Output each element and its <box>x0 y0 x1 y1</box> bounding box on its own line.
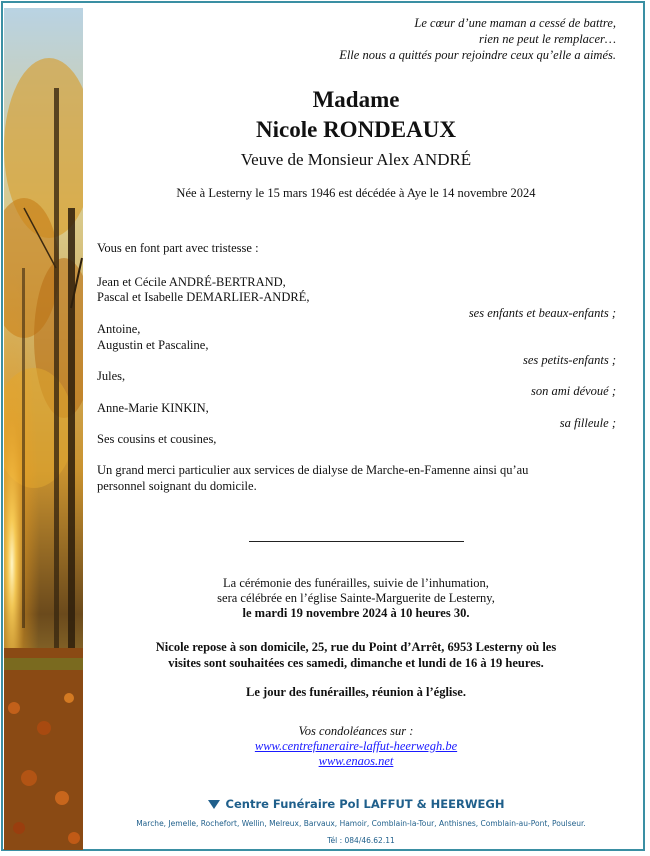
family-line: Jean et Cécile ANDRÉ-BERTRAND, <box>97 275 286 289</box>
funeral-home <box>96 797 616 811</box>
divider <box>249 541 464 542</box>
thanks-line: Un grand merci particulier aux services de dialyse de Marche-en-Famenne ainsi qu’au <box>97 463 529 477</box>
epitaph-line: rien ne peut le remplacer… <box>479 32 616 46</box>
epitaph-line: Le cœur d’une maman a cessé de battre, <box>414 16 616 30</box>
deceased-name: Nicole RONDEAUX <box>256 117 456 142</box>
family-line: Pascal et Isabelle DEMARLIER-ANDRÉ, <box>97 290 310 304</box>
repose-line: Nicole repose à son domicile, 25, rue du Point d’Arrêt, 6953 Lesterny où les <box>155 640 557 654</box>
family-line: Augustin et Pascaline, <box>97 338 209 352</box>
condolences-label: Vos condoléances sur : <box>298 724 414 738</box>
repose-line: visites sont souhaitées ces samedi, dimanche et lundi de 16 à 19 heures. <box>168 656 544 670</box>
funeral-home-cities: Marche, Jemelle, Rochefort, Wellin, Melreux, Barvaux, Hamoir, Comblain-la-Tour, Anthisnes, Comblain-au-Pont, Poulseur. <box>136 819 586 828</box>
family-line: Anne-Marie KINKIN, <box>97 401 209 415</box>
autumn-forest-photo <box>4 8 83 850</box>
thanks-line: personnel soignant du domicile. <box>97 479 257 493</box>
ceremony-line: La cérémonie des funérailles, suivie de l’inhumation, <box>223 576 489 590</box>
birth-death-dates: Née à Lesterny le 15 mars 1946 est décédée à Aye le 14 novembre 2024 <box>176 186 536 200</box>
funeral-home-name: Centre Funéraire Pol LAFFUT & HEERWEGH <box>225 797 505 811</box>
relation-label: ses petits-enfants ; <box>522 353 616 367</box>
epitaph-line: Elle nous a quittés pour rejoindre ceux qu’elle a aimés. <box>339 48 616 62</box>
ceremony-info <box>96 576 616 621</box>
triangle-down-icon <box>208 800 220 809</box>
family-line: Antoine, <box>97 322 141 336</box>
family-line: Ses cousins et cousines, <box>97 432 217 446</box>
reunion-info: Le jour des funérailles, réunion à l’église. <box>246 685 466 699</box>
funeral-home-phone: Tél : 084/46.62.11 <box>327 836 395 845</box>
condolences <box>96 724 616 769</box>
relation-label: son ami dévoué ; <box>530 384 616 398</box>
ceremony-date: le mardi 19 novembre 2024 à 10 heures 30. <box>242 606 470 620</box>
family-line: Jules, <box>97 369 126 383</box>
epitaph-quote <box>339 15 616 63</box>
relation-label: ses enfants et beaux-enfants ; <box>468 306 616 320</box>
salutation: Madame <box>312 87 400 112</box>
announcement-intro: Vous en font part avec tristesse : <box>97 241 259 255</box>
widow-of: Veuve de Monsieur Alex ANDRÉ <box>240 150 472 169</box>
repose-info <box>96 639 616 671</box>
condolences-link-funeral-home[interactable]: www.centrefuneraire-laffut-heerwegh.be <box>254 739 458 753</box>
ceremony-line: sera célébrée en l’église Sainte-Marguerite de Lesterny, <box>217 591 495 605</box>
condolences-link-enaos[interactable]: www.enaos.net <box>318 754 394 768</box>
relation-label: sa filleule ; <box>559 416 616 430</box>
